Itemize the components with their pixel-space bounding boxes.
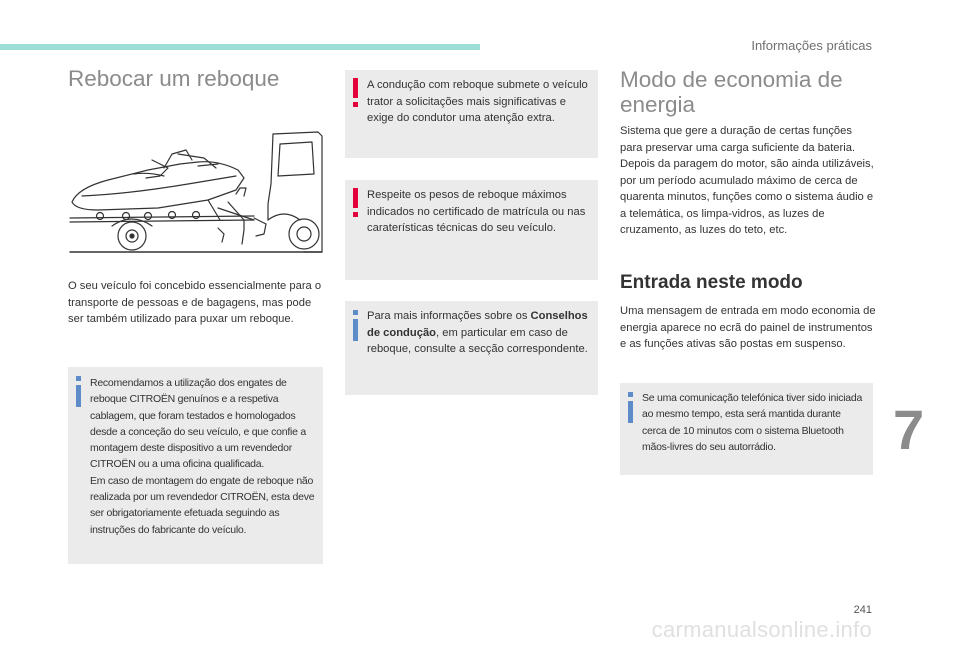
phone-call-info-box <box>620 383 873 475</box>
towing-title: Rebocar um reboque <box>68 66 280 91</box>
section-title: Informações práticas <box>751 38 872 53</box>
towing-warning-text-1: A condução com reboque submete o veículo trator a solicitações mais significativas e exige do condutor uma atenção extra. <box>367 79 588 124</box>
towing-warning-box-2 <box>345 180 598 280</box>
driving-advice-link-label: Conselhos de condução <box>367 310 588 339</box>
info-icon <box>353 310 358 341</box>
driving-advice-text: Para mais informações sobre os Conselhos de condução, em particular em caso de reboque, consulte a secção correspondente. <box>367 310 588 355</box>
warning-icon <box>353 78 358 108</box>
header-accent-bar <box>0 44 480 50</box>
entering-mode-subtitle: Entrada neste modo <box>620 272 803 293</box>
towing-warning-box-1 <box>345 70 598 158</box>
towbar-info-paragraph-1: Recomendamos a utilização dos engates de reboque CITROËN genuínos e a respetiva cablagem, que foram testados e homologados desde a conceção do seu veículo, e que confie a montagem deste dispositivo a um revendedor CITROËN ou a uma oficina qualificada. <box>90 377 306 471</box>
chapter-number: 7 <box>893 398 925 461</box>
driving-advice-info-box <box>345 301 598 395</box>
towing-intro: O seu veículo foi concebido essencialmente para o transporte de pessoas e de bagagens, mas pode ser também utilizado para puxar um reboque. <box>68 280 322 325</box>
towbar-info-paragraph-2: Em caso de montagem do engate de reboque não realizada por um revendedor CITROËN, esta deve ser obrigatoriamente efetuada seguindo as instruções do fabricante do veículo. <box>90 474 315 536</box>
phone-call-info-text: Se uma comunicação telefónica tiver sido iniciada ao mesmo tempo, esta será mantida durante cerca de 10 minutos com o sistema Bluetooth mãos-livres do seu autorrádio. <box>642 392 863 453</box>
page-number: 241 <box>853 604 872 616</box>
energy-saving-description: Sistema que gere a duração de certas funções para preservar uma carga suficiente da bateria. Depois da paragem do motor, são ainda utilizáveis, por um período acumulado máximo de cerca de quarenta minutos, funções como o sistema áudio e a telemática, os limpa-vidros, as luzes de cruzamento, as luzes do teto, etc. <box>620 125 874 236</box>
towbar-info-box <box>68 367 323 564</box>
trailer-illustration <box>68 124 324 260</box>
energy-saving-title: Modo de economia de energia <box>620 67 843 117</box>
entering-mode-description: Uma mensagem de entrada em modo economia de energia aparece no ecrã do painel de instrumentos e as funções ativas são postas em suspenso. <box>620 305 876 350</box>
warning-icon <box>353 188 358 218</box>
info-icon <box>76 376 81 407</box>
towing-warning-text-2: Respeite os pesos de reboque máximos indicados no certificado de matrícula ou nas caraterísticas técnicas do seu veículo. <box>367 189 586 234</box>
info-icon <box>628 392 633 423</box>
watermark: carmanualsonline.info <box>651 617 872 642</box>
